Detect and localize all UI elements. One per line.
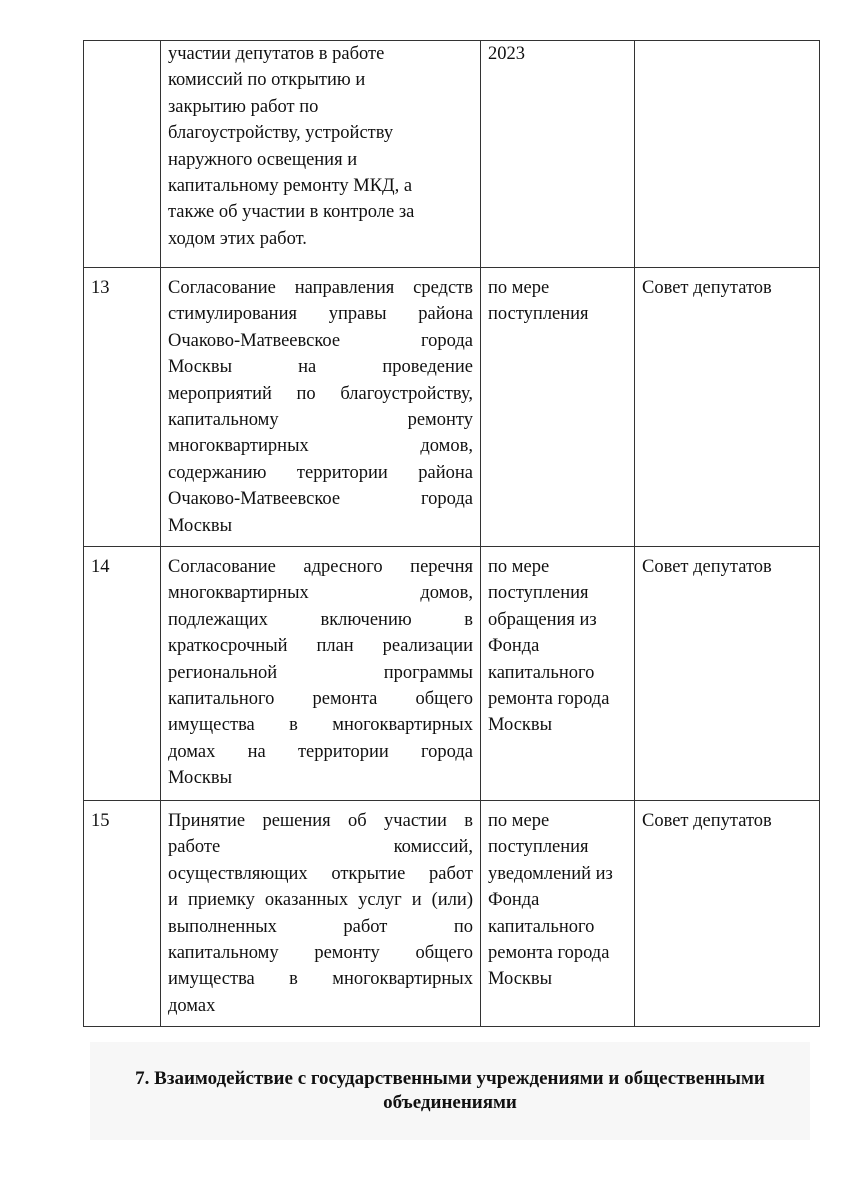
section-heading-box bbox=[90, 1042, 810, 1140]
description-line: капитальному ремонту bbox=[168, 410, 473, 431]
description-line: работе комиссий, bbox=[168, 837, 473, 858]
row-number: 14 bbox=[84, 547, 161, 801]
description-line: наружного освещения и bbox=[168, 149, 358, 170]
term-line: Москвы bbox=[488, 969, 553, 990]
row-number: 13 bbox=[84, 268, 161, 547]
description-line: капитальному ремонту МКД, а bbox=[168, 176, 413, 197]
description-line: домах bbox=[168, 995, 216, 1016]
row-description bbox=[161, 41, 481, 268]
row-description bbox=[161, 268, 481, 547]
row-term bbox=[481, 41, 635, 268]
description-line: благоустройству, устройству bbox=[168, 123, 394, 144]
table-row bbox=[84, 801, 820, 1027]
description-line: Согласование направления средств bbox=[168, 278, 473, 298]
row-description bbox=[161, 801, 481, 1027]
description-line: выполненных работ по bbox=[168, 916, 473, 937]
row-number bbox=[84, 41, 161, 268]
term-line: Фонда bbox=[488, 636, 540, 657]
description-line: Очаково-Матвеевское города bbox=[168, 489, 473, 510]
term-line: Фонда bbox=[488, 890, 540, 911]
term-line: поступления bbox=[488, 304, 589, 325]
term-line: поступления bbox=[488, 583, 589, 604]
term-line: по мере bbox=[488, 278, 550, 298]
description-line: Принятие решения об участии в bbox=[168, 811, 473, 831]
term-line: поступления bbox=[488, 837, 589, 858]
row-responsible: Совет депутатов bbox=[635, 268, 820, 547]
description-line: региональной программы bbox=[168, 662, 473, 683]
term-line: по мере bbox=[488, 557, 550, 577]
description-line: закрытию работ по bbox=[168, 96, 319, 117]
row-term bbox=[481, 547, 635, 801]
description-line: ходом этих работ. bbox=[168, 228, 307, 249]
description-line: имущества в многоквартирных bbox=[168, 969, 473, 990]
description-line: Москвы bbox=[168, 515, 233, 536]
description-line: краткосрочный план реализации bbox=[168, 636, 473, 657]
term-line: обращения из bbox=[488, 609, 597, 630]
description-line: Москвы на проведение bbox=[168, 357, 473, 378]
description-line: осуществляющих открытие работ bbox=[168, 863, 473, 884]
description-line: и приемку оказанных услуг и (или) bbox=[168, 890, 473, 911]
description-line: капитального ремонта общего bbox=[168, 689, 473, 710]
term-line: ремонта города bbox=[488, 689, 610, 710]
description-line: Москвы bbox=[168, 768, 233, 789]
description-line: содержанию территории района bbox=[168, 462, 473, 483]
description-line: комиссий по открытию и bbox=[168, 70, 366, 91]
description-line: капитальному ремонту общего bbox=[168, 943, 473, 964]
section-title: 7. Взаимодействие с государственными учреждениями и общественными объединениями bbox=[135, 1068, 765, 1113]
description-line: многоквартирных домов, bbox=[168, 583, 473, 604]
term-line: капитального bbox=[488, 662, 595, 683]
term-line: ремонта города bbox=[488, 943, 610, 964]
term-line: по мере bbox=[488, 811, 550, 831]
term-line: 2023 bbox=[488, 44, 525, 64]
table-row bbox=[84, 41, 820, 268]
row-number: 15 bbox=[84, 801, 161, 1027]
term-line: капитального bbox=[488, 916, 595, 937]
description-line: подлежащих включению в bbox=[168, 609, 473, 630]
term-line: Москвы bbox=[488, 715, 553, 736]
description-line: Очаково-Матвеевское города bbox=[168, 330, 473, 351]
row-responsible: Совет депутатов bbox=[635, 547, 820, 801]
description-line: участии депутатов в работе bbox=[168, 44, 385, 64]
row-responsible: Совет депутатов bbox=[635, 801, 820, 1027]
table-row bbox=[84, 547, 820, 801]
row-term bbox=[481, 801, 635, 1027]
description-line: стимулирования управы района bbox=[168, 304, 473, 325]
description-line: многоквартирных домов, bbox=[168, 436, 473, 457]
description-line: также об участии в контроле за bbox=[168, 202, 415, 223]
table-row bbox=[84, 268, 820, 547]
description-line: домах на территории города bbox=[168, 741, 473, 762]
description-line: мероприятий по благоустройству, bbox=[168, 383, 473, 404]
row-responsible bbox=[635, 41, 820, 268]
row-term bbox=[481, 268, 635, 547]
description-line: имущества в многоквартирных bbox=[168, 715, 473, 736]
plan-table bbox=[83, 40, 820, 1027]
term-line: уведомлений из bbox=[488, 863, 613, 884]
description-line: Согласование адресного перечня bbox=[168, 557, 473, 577]
row-description bbox=[161, 547, 481, 801]
